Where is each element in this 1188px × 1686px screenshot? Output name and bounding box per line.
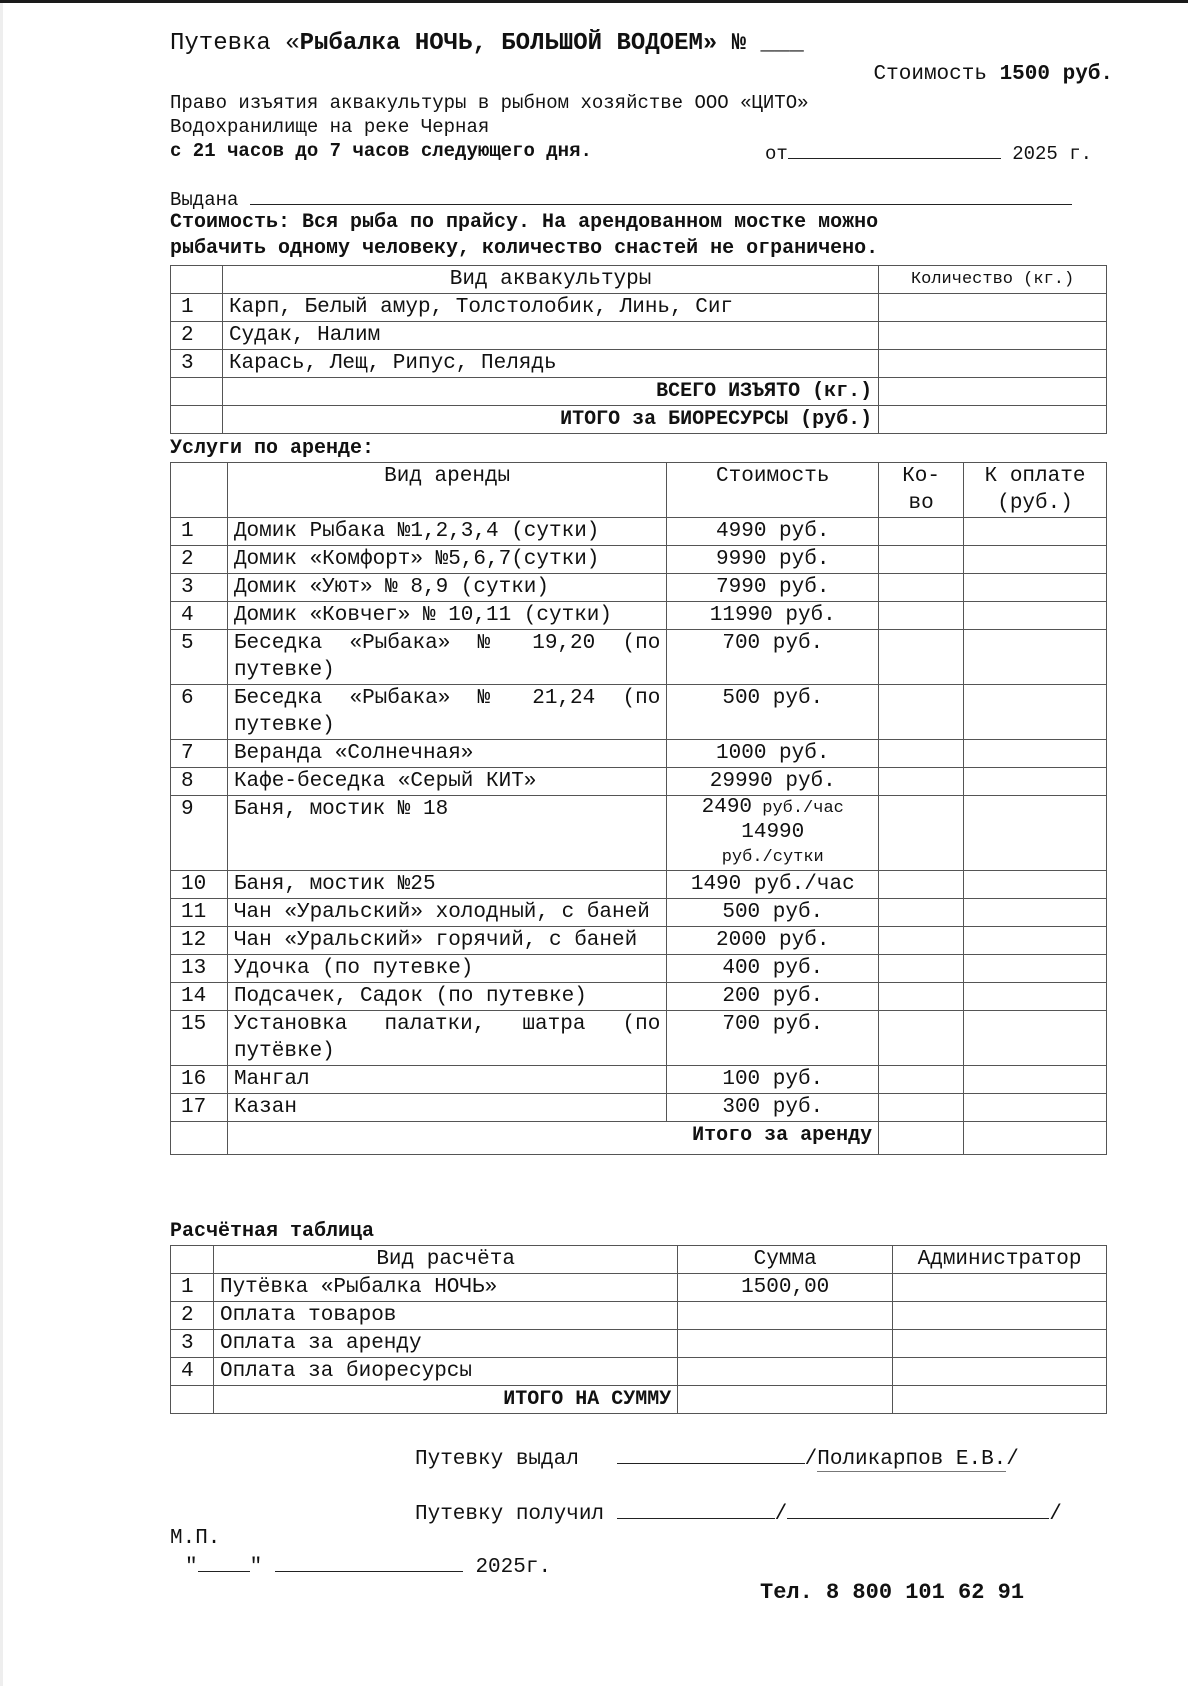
table-row bbox=[171, 1066, 1107, 1094]
rights-line: Право изъятия аквакультуры в рыбном хозяйстве ООО «ЦИТО» bbox=[170, 92, 809, 114]
rental-to-pay-cell[interactable] bbox=[964, 685, 1107, 740]
rental-name: Беседка «Рыбака» № 19,20 (по путевке) bbox=[227, 630, 666, 685]
settlement-total-row bbox=[171, 1386, 1107, 1414]
location-line: Водохранилище на реке Черная bbox=[170, 116, 490, 138]
settlement-sum[interactable] bbox=[678, 1358, 893, 1386]
rental-quantity-cell[interactable] bbox=[879, 574, 964, 602]
rental-quantity-cell[interactable] bbox=[879, 899, 964, 927]
date-from-field[interactable] bbox=[788, 140, 1001, 159]
rental-quantity-cell[interactable] bbox=[879, 1066, 964, 1094]
received-by-label: Путевку получил bbox=[415, 1503, 605, 1526]
rental-quantity-cell[interactable] bbox=[879, 685, 964, 740]
row-number: 13 bbox=[171, 955, 228, 983]
table-header-row bbox=[171, 1246, 1107, 1274]
stamp-label: М.П. bbox=[170, 1527, 221, 1550]
rental-price: 1000 руб. bbox=[667, 740, 879, 768]
rental-total-row bbox=[171, 1122, 1107, 1155]
rental-to-pay-cell[interactable] bbox=[964, 899, 1107, 927]
rental-total-pay[interactable] bbox=[964, 1122, 1107, 1155]
table-header-row bbox=[171, 266, 1107, 294]
rental-table bbox=[170, 462, 1107, 1155]
rental-quantity-cell[interactable] bbox=[879, 768, 964, 796]
settlement-sum[interactable] bbox=[678, 1302, 893, 1330]
row-number: 4 bbox=[171, 1358, 214, 1386]
rental-name: Установка палатки, шатра (по путёвке) bbox=[227, 1011, 666, 1066]
rental-price: 11990 руб. bbox=[667, 602, 879, 630]
settlement-admin[interactable] bbox=[893, 1274, 1107, 1302]
row-number: 2 bbox=[171, 546, 228, 574]
table-row bbox=[171, 1011, 1107, 1066]
aquaculture-name: Судак, Налим bbox=[222, 322, 878, 350]
rental-to-pay-cell[interactable] bbox=[964, 955, 1107, 983]
rental-name: Чан «Уральский» холодный, с баней bbox=[227, 899, 666, 927]
row-number: 1 bbox=[171, 1274, 214, 1302]
table-row bbox=[171, 630, 1107, 685]
header-quantity: Количество (кг.) bbox=[879, 266, 1107, 294]
rental-name: Беседка «Рыбака» № 21,24 (по путевке) bbox=[227, 685, 666, 740]
rental-section-title: Услуги по аренде: bbox=[170, 437, 375, 460]
table-row bbox=[171, 768, 1107, 796]
row-number: 1 bbox=[171, 294, 223, 322]
rental-quantity-cell[interactable] bbox=[879, 602, 964, 630]
row-number: 17 bbox=[171, 1094, 228, 1122]
settlement-admin[interactable] bbox=[893, 1302, 1107, 1330]
row-number: 15 bbox=[171, 1011, 228, 1066]
rental-name: Баня, мостик №25 bbox=[227, 871, 666, 899]
rental-to-pay-cell[interactable] bbox=[964, 796, 1107, 871]
rental-price: 1490 руб./час bbox=[667, 871, 879, 899]
total-rub-cell[interactable] bbox=[879, 406, 1107, 434]
rental-name: Домик «Комфорт» №5,6,7(сутки) bbox=[227, 546, 666, 574]
rental-name: Чан «Уральский» горячий, с баней bbox=[227, 927, 666, 955]
voucher-cost bbox=[874, 63, 1113, 86]
cost-note-line-2: рыбачить одному человеку, количество снастей не ограничено. bbox=[170, 237, 879, 260]
rental-quantity-cell[interactable] bbox=[879, 740, 964, 768]
row-number: 12 bbox=[171, 927, 228, 955]
left-margin-strip bbox=[0, 3, 3, 1686]
settlement-admin[interactable] bbox=[893, 1330, 1107, 1358]
table-row bbox=[171, 546, 1107, 574]
received-by-name[interactable] bbox=[787, 1500, 1049, 1519]
header-quantity: Ко- во bbox=[879, 463, 964, 518]
settlement-total-label: ИТОГО НА СУММУ bbox=[213, 1386, 677, 1414]
total-kg-row bbox=[171, 378, 1107, 406]
rental-name: Мангал bbox=[227, 1066, 666, 1094]
rental-quantity-cell[interactable] bbox=[879, 630, 964, 685]
settlement-admin[interactable] bbox=[893, 1358, 1107, 1386]
table-row bbox=[171, 1330, 1107, 1358]
settlement-name: Оплата товаров bbox=[213, 1302, 677, 1330]
rental-price: 9990 руб. bbox=[667, 546, 879, 574]
table-row bbox=[171, 955, 1107, 983]
rental-price: 700 руб. bbox=[667, 630, 879, 685]
rental-total-qty[interactable] bbox=[879, 1122, 964, 1155]
rental-quantity-cell[interactable] bbox=[879, 518, 964, 546]
settlement-total-sum[interactable] bbox=[678, 1386, 893, 1414]
table-row bbox=[171, 796, 1107, 871]
quantity-cell[interactable] bbox=[879, 294, 1107, 322]
rental-quantity-cell[interactable] bbox=[879, 1094, 964, 1122]
top-border bbox=[0, 0, 1188, 3]
rental-to-pay-cell[interactable] bbox=[964, 602, 1107, 630]
voucher-title bbox=[170, 30, 804, 57]
rental-to-pay-cell[interactable] bbox=[964, 768, 1107, 796]
rental-price: 500 руб. bbox=[667, 685, 879, 740]
row-number: 3 bbox=[171, 1330, 214, 1358]
table-header-row bbox=[171, 463, 1107, 518]
table-row bbox=[171, 294, 1107, 322]
rental-to-pay-cell[interactable] bbox=[964, 1066, 1107, 1094]
table-row bbox=[171, 350, 1107, 378]
rental-to-pay-cell[interactable] bbox=[964, 983, 1107, 1011]
time-range: с 21 часов до 7 часов следующего дня. bbox=[170, 140, 592, 162]
rental-name: Домик «Ковчег» № 10,11 (сутки) bbox=[227, 602, 666, 630]
row-number: 16 bbox=[171, 1066, 228, 1094]
rental-name: Казан bbox=[227, 1094, 666, 1122]
issued-to-field[interactable] bbox=[250, 186, 1072, 205]
rental-quantity-cell[interactable] bbox=[879, 796, 964, 871]
settlement-sum[interactable] bbox=[678, 1330, 893, 1358]
row-number: 8 bbox=[171, 768, 228, 796]
rental-price: 400 руб. bbox=[667, 955, 879, 983]
row-number: 10 bbox=[171, 871, 228, 899]
date-line: " " 2025г. bbox=[185, 1553, 551, 1579]
total-kg-label: ВСЕГО ИЗЪЯТО (кг.) bbox=[222, 378, 878, 406]
price-daily: 14990 bbox=[741, 821, 805, 844]
table-row bbox=[171, 740, 1107, 768]
rental-name: Веранда «Солнечная» bbox=[227, 740, 666, 768]
table-row bbox=[171, 1302, 1107, 1330]
issued-to bbox=[170, 186, 1072, 211]
row-number: 3 bbox=[171, 350, 223, 378]
rental-to-pay-cell[interactable] bbox=[964, 518, 1107, 546]
voucher-number-blank[interactable]: ___ bbox=[760, 30, 804, 57]
cost-label: Стоимость bbox=[873, 63, 1000, 86]
rental-to-pay-cell[interactable] bbox=[964, 1011, 1107, 1066]
settlement-name: Путёвка «Рыбалка НОЧЬ» bbox=[213, 1274, 677, 1302]
date-day-field[interactable] bbox=[198, 1553, 250, 1572]
settlement-name: Оплата за биоресурсы bbox=[213, 1358, 677, 1386]
header-sum: Сумма bbox=[678, 1246, 893, 1274]
settlement-name: Оплата за аренду bbox=[213, 1330, 677, 1358]
phone-number: Тел. 8 800 101 62 91 bbox=[760, 1580, 1025, 1605]
row-number: 14 bbox=[171, 983, 228, 1011]
rental-name: Кафе-беседка «Серый КИТ» bbox=[227, 768, 666, 796]
rental-quantity-cell[interactable] bbox=[879, 546, 964, 574]
rental-price: 7990 руб. bbox=[667, 574, 879, 602]
table-row bbox=[171, 899, 1107, 927]
title-prefix: Путевка « bbox=[170, 30, 300, 57]
table-row bbox=[171, 322, 1107, 350]
rental-total-label: Итого за аренду bbox=[227, 1122, 878, 1155]
header-settlement-type: Вид расчёта bbox=[213, 1246, 677, 1274]
price-hourly-unit: руб./час bbox=[752, 799, 844, 818]
rental-to-pay-cell[interactable] bbox=[964, 546, 1107, 574]
date-year: 2025 г. bbox=[1000, 143, 1093, 165]
rental-price: 100 руб. bbox=[667, 1066, 879, 1094]
cost-note-line-1: Стоимость: Вся рыба по прайсу. На арендованном мостке можно bbox=[170, 211, 879, 234]
total-kg-cell[interactable] bbox=[879, 378, 1107, 406]
rental-quantity-cell[interactable] bbox=[879, 955, 964, 983]
table-row bbox=[171, 1358, 1107, 1386]
header-administrator: Администратор bbox=[893, 1246, 1107, 1274]
rental-price bbox=[667, 796, 879, 871]
rental-to-pay-cell[interactable] bbox=[964, 1094, 1107, 1122]
rental-name: Баня, мостик № 18 bbox=[227, 796, 666, 871]
settlement-section-title: Расчётная таблица bbox=[170, 1220, 375, 1243]
title-bold: Рыбалка НОЧЬ, БОЛЬШОЙ ВОДОЕМ» № bbox=[299, 30, 747, 57]
rental-quantity-cell[interactable] bbox=[879, 983, 964, 1011]
rental-quantity-cell[interactable] bbox=[879, 871, 964, 899]
table-row bbox=[171, 871, 1107, 899]
rental-price: 29990 руб. bbox=[667, 768, 879, 796]
quantity-cell[interactable] bbox=[879, 322, 1107, 350]
price-hourly: 2490 bbox=[701, 796, 753, 819]
rental-quantity-cell[interactable] bbox=[879, 927, 964, 955]
header-price: Стоимость bbox=[667, 463, 879, 518]
price-daily-unit: руб./сутки bbox=[721, 848, 824, 867]
row-number: 2 bbox=[171, 1302, 214, 1330]
table-row bbox=[171, 1274, 1107, 1302]
rental-to-pay-cell[interactable] bbox=[964, 927, 1107, 955]
row-number: 1 bbox=[171, 518, 228, 546]
table-row bbox=[171, 685, 1107, 740]
rental-price: 2000 руб. bbox=[667, 927, 879, 955]
table-row bbox=[171, 518, 1107, 546]
row-number: 4 bbox=[171, 602, 228, 630]
rental-price: 700 руб. bbox=[667, 1011, 879, 1066]
row-number: 7 bbox=[171, 740, 228, 768]
rental-name: Домик «Уют» № 8,9 (сутки) bbox=[227, 574, 666, 602]
rental-to-pay-cell[interactable] bbox=[964, 630, 1107, 685]
issued-by-signature[interactable] bbox=[617, 1445, 805, 1464]
table-row bbox=[171, 602, 1107, 630]
row-number: 5 bbox=[171, 630, 228, 685]
row-number: 11 bbox=[171, 899, 228, 927]
total-rub-row bbox=[171, 406, 1107, 434]
rental-name: Подсачек, Садок (по путевке) bbox=[227, 983, 666, 1011]
header-rental-type: Вид аренды bbox=[227, 463, 666, 518]
date-month-field[interactable] bbox=[275, 1553, 463, 1572]
date-from bbox=[765, 140, 1092, 165]
date-year: 2025г. bbox=[475, 1556, 552, 1579]
settlement-sum[interactable]: 1500,00 bbox=[678, 1274, 893, 1302]
row-number: 6 bbox=[171, 685, 228, 740]
rental-price: 4990 руб. bbox=[667, 518, 879, 546]
settlement-total-admin[interactable] bbox=[893, 1386, 1107, 1414]
rental-price: 200 руб. bbox=[667, 983, 879, 1011]
aquaculture-name: Карась, Лещ, Рипус, Пелядь bbox=[222, 350, 878, 378]
rental-name: Удочка (по путевке) bbox=[227, 955, 666, 983]
table-row bbox=[171, 1094, 1107, 1122]
row-number: 3 bbox=[171, 574, 228, 602]
date-from-label: от bbox=[765, 143, 788, 165]
received-by-line: Путевку получил / / bbox=[415, 1500, 1062, 1526]
table-row bbox=[171, 574, 1107, 602]
row-number: 2 bbox=[171, 322, 223, 350]
table-row bbox=[171, 983, 1107, 1011]
total-rub-label: ИТОГО за БИОРЕСУРСЫ (руб.) bbox=[222, 406, 878, 434]
rental-quantity-cell[interactable] bbox=[879, 1011, 964, 1066]
cost-value: 1500 руб. bbox=[999, 63, 1113, 86]
rental-price: 500 руб. bbox=[667, 899, 879, 927]
issued-to-label: Выдана bbox=[170, 189, 239, 211]
table-row bbox=[171, 927, 1107, 955]
received-by-signature[interactable] bbox=[617, 1500, 775, 1519]
rental-to-pay-cell[interactable] bbox=[964, 740, 1107, 768]
rental-to-pay-cell[interactable] bbox=[964, 574, 1107, 602]
header-to-pay: К оплате (руб.) bbox=[964, 463, 1107, 518]
quantity-cell[interactable] bbox=[879, 350, 1107, 378]
issued-by-name: Поликарпов Е.В. bbox=[817, 1448, 1007, 1471]
header-aquaculture-type: Вид аквакультуры bbox=[222, 266, 878, 294]
issued-by-line: Путевку выдал /Поликарпов Е.В./ bbox=[415, 1445, 1019, 1471]
settlement-table bbox=[170, 1245, 1107, 1414]
rental-price: 300 руб. bbox=[667, 1094, 879, 1122]
issued-by-label: Путевку выдал bbox=[415, 1448, 579, 1471]
aquaculture-table bbox=[170, 265, 1107, 434]
aquaculture-name: Карп, Белый амур, Толстолобик, Линь, Сиг bbox=[222, 294, 878, 322]
rental-name: Домик Рыбака №1,2,3,4 (сутки) bbox=[227, 518, 666, 546]
rental-to-pay-cell[interactable] bbox=[964, 871, 1107, 899]
row-number: 9 bbox=[171, 796, 228, 871]
